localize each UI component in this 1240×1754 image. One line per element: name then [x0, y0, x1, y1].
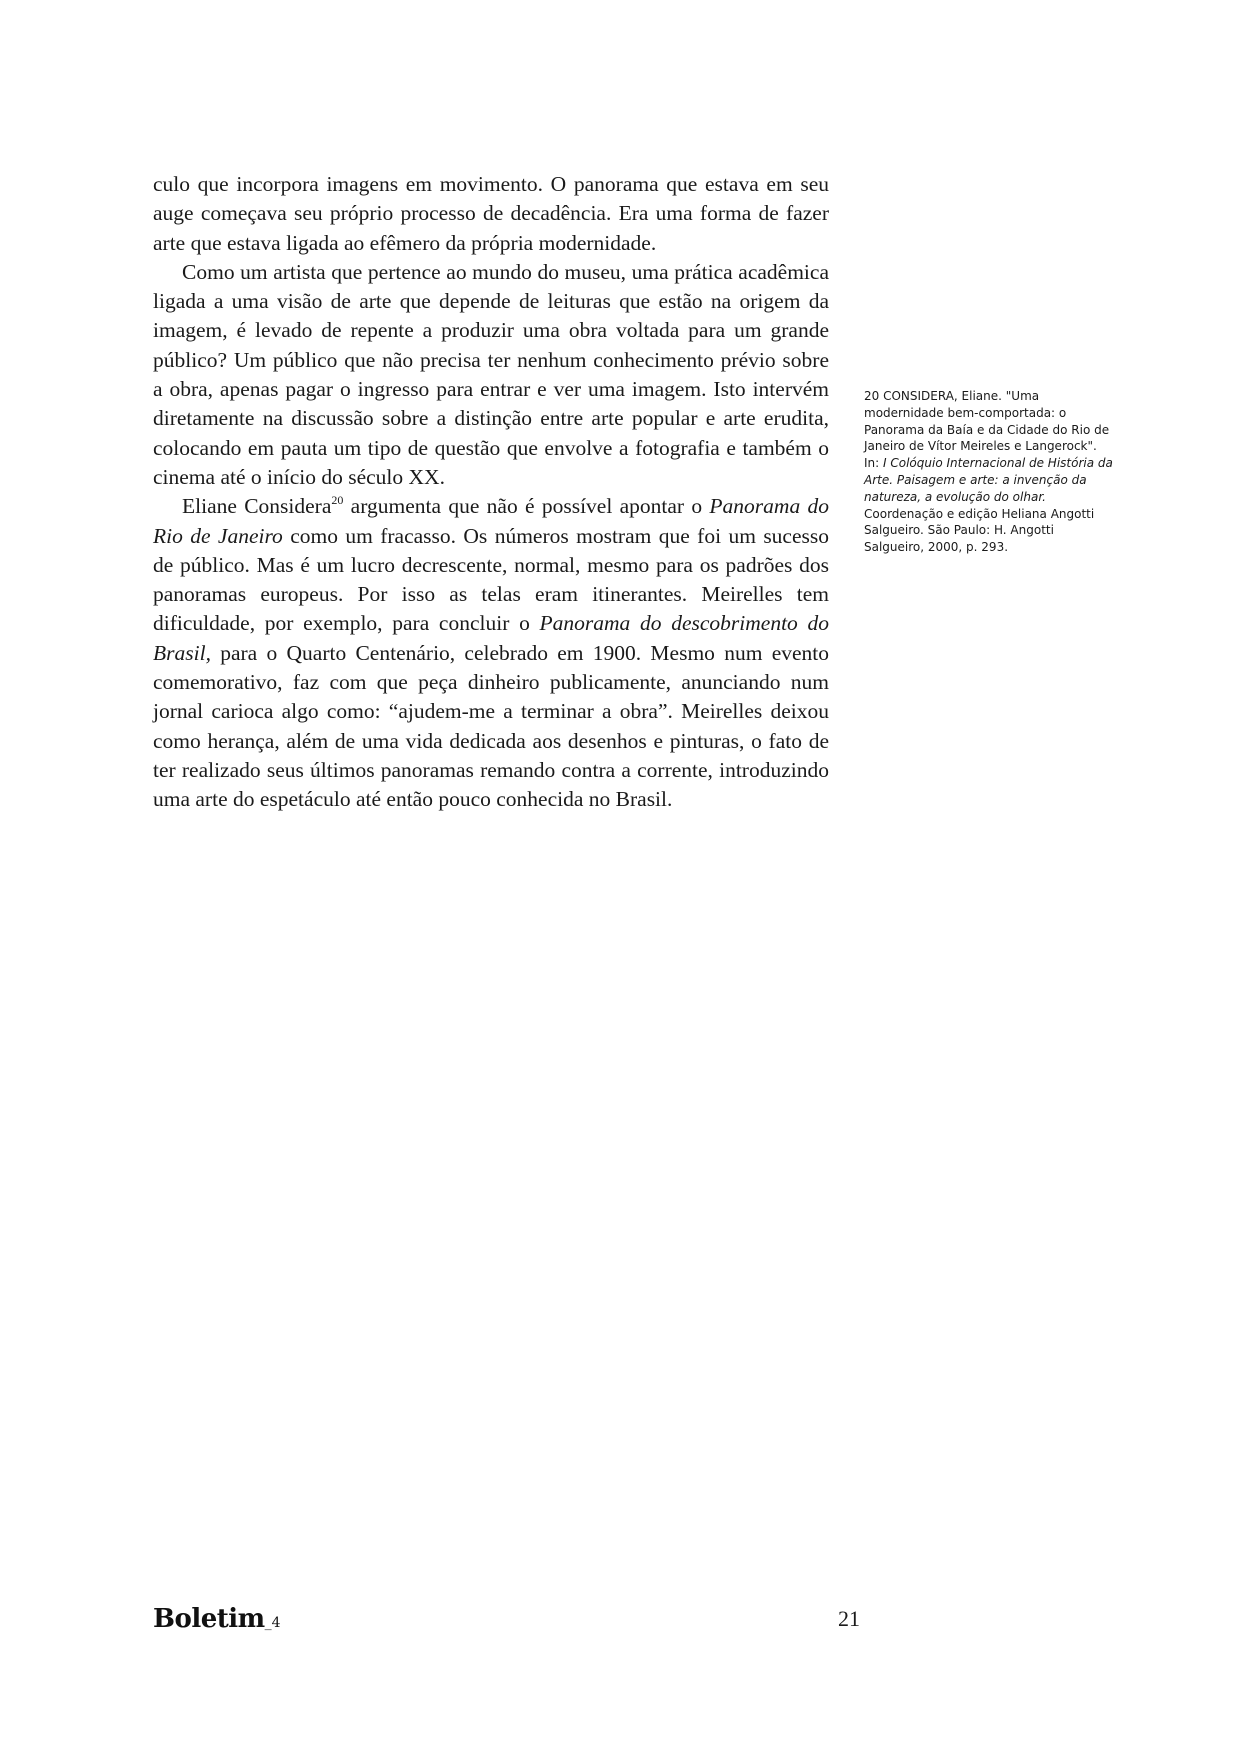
footnote-text-a: 20 CONSIDERA, Eliane. "Uma modernidade bem-comportada: o Panorama da Baía e da Cidade do Rio de Janeiro de Vítor Meireles e Langerock". In:: [864, 389, 1110, 471]
footnote-reference[interactable]: 20: [331, 493, 344, 508]
logo-issue-number: _4: [264, 1615, 281, 1631]
paragraph-2: Como um artista que pertence ao mundo do museu, uma prática acadêmica ligada a uma visão de arte que depende de leituras que estão na origem da imagem, é levado de repente a produzir uma obra voltada para um grande público? Um público que não precisa ter nenhum conhecimento prévio sobre a obra, apenas pagar o ingresso para entrar e ver uma imagem. Isto intervém diretamente na discussão sobre a distinção entre arte popular e arte erudita, colocando em pauta um tipo de questão que envolve a fotografia e também o cinema até o início do século XX.: [153, 259, 829, 489]
footnote-text-c: Coordenação e edição Heliana Angotti Salgueiro. São Paulo: H. Angotti Salgueiro, 2000, p. 293.: [864, 506, 1095, 555]
paragraph-3-text-a: Eliane Considera: [182, 494, 332, 519]
footnote-20: [864, 388, 1114, 556]
paragraph-3-text-b: argumenta que não é possível apontar o: [343, 494, 710, 519]
logo-wordmark: Boletim: [153, 1604, 265, 1634]
paragraph-3-text-f: para o Quarto Centenário, celebrado em 1900. Mesmo num evento comemorativo, faz com que peça dinheiro publicamente, anunciando num jornal carioca algo como: “ajudem-me a terminar a obra”. Meirelles deixou como herança, além de uma vida dedicada aos desenhos e pinturas, o fato de ter realizado seus últimos panoramas remando contra a corrente, introduzindo uma arte do espetáculo até então pouco conhecida no Brasil.: [153, 640, 829, 812]
page-number: 21: [838, 1606, 860, 1631]
footnote-title-italic: I Colóquio Internacional de História da Arte. Paisagem e arte: a invenção da natureza, a evolução do olhar.: [864, 456, 1113, 504]
paragraph-1: culo que incorpora imagens em movimento. O panorama que estava em seu auge começava seu próprio processo de decadência. Era uma forma de fazer arte que estava ligada ao efêmero da própria modernidade.: [153, 172, 829, 255]
paragraph-3-text-d: como um fracasso. Os números mostram que foi um sucesso de público. Mas é um lucro decrescente, normal, mesmo para os padrões dos panoramas europeus. Por isso as telas eram itinerantes. Meirelles tem dificuldade, por exemplo, para concluir o: [153, 523, 829, 636]
work-title-panorama-rio: Panorama do Rio de Janeiro: [153, 494, 829, 548]
publication-logo: [153, 1604, 281, 1634]
work-title-panorama-descobrimento: Panorama do descobrimento do Brasil,: [153, 611, 829, 665]
paragraph-3: [153, 492, 829, 814]
main-text-column: [153, 170, 829, 815]
